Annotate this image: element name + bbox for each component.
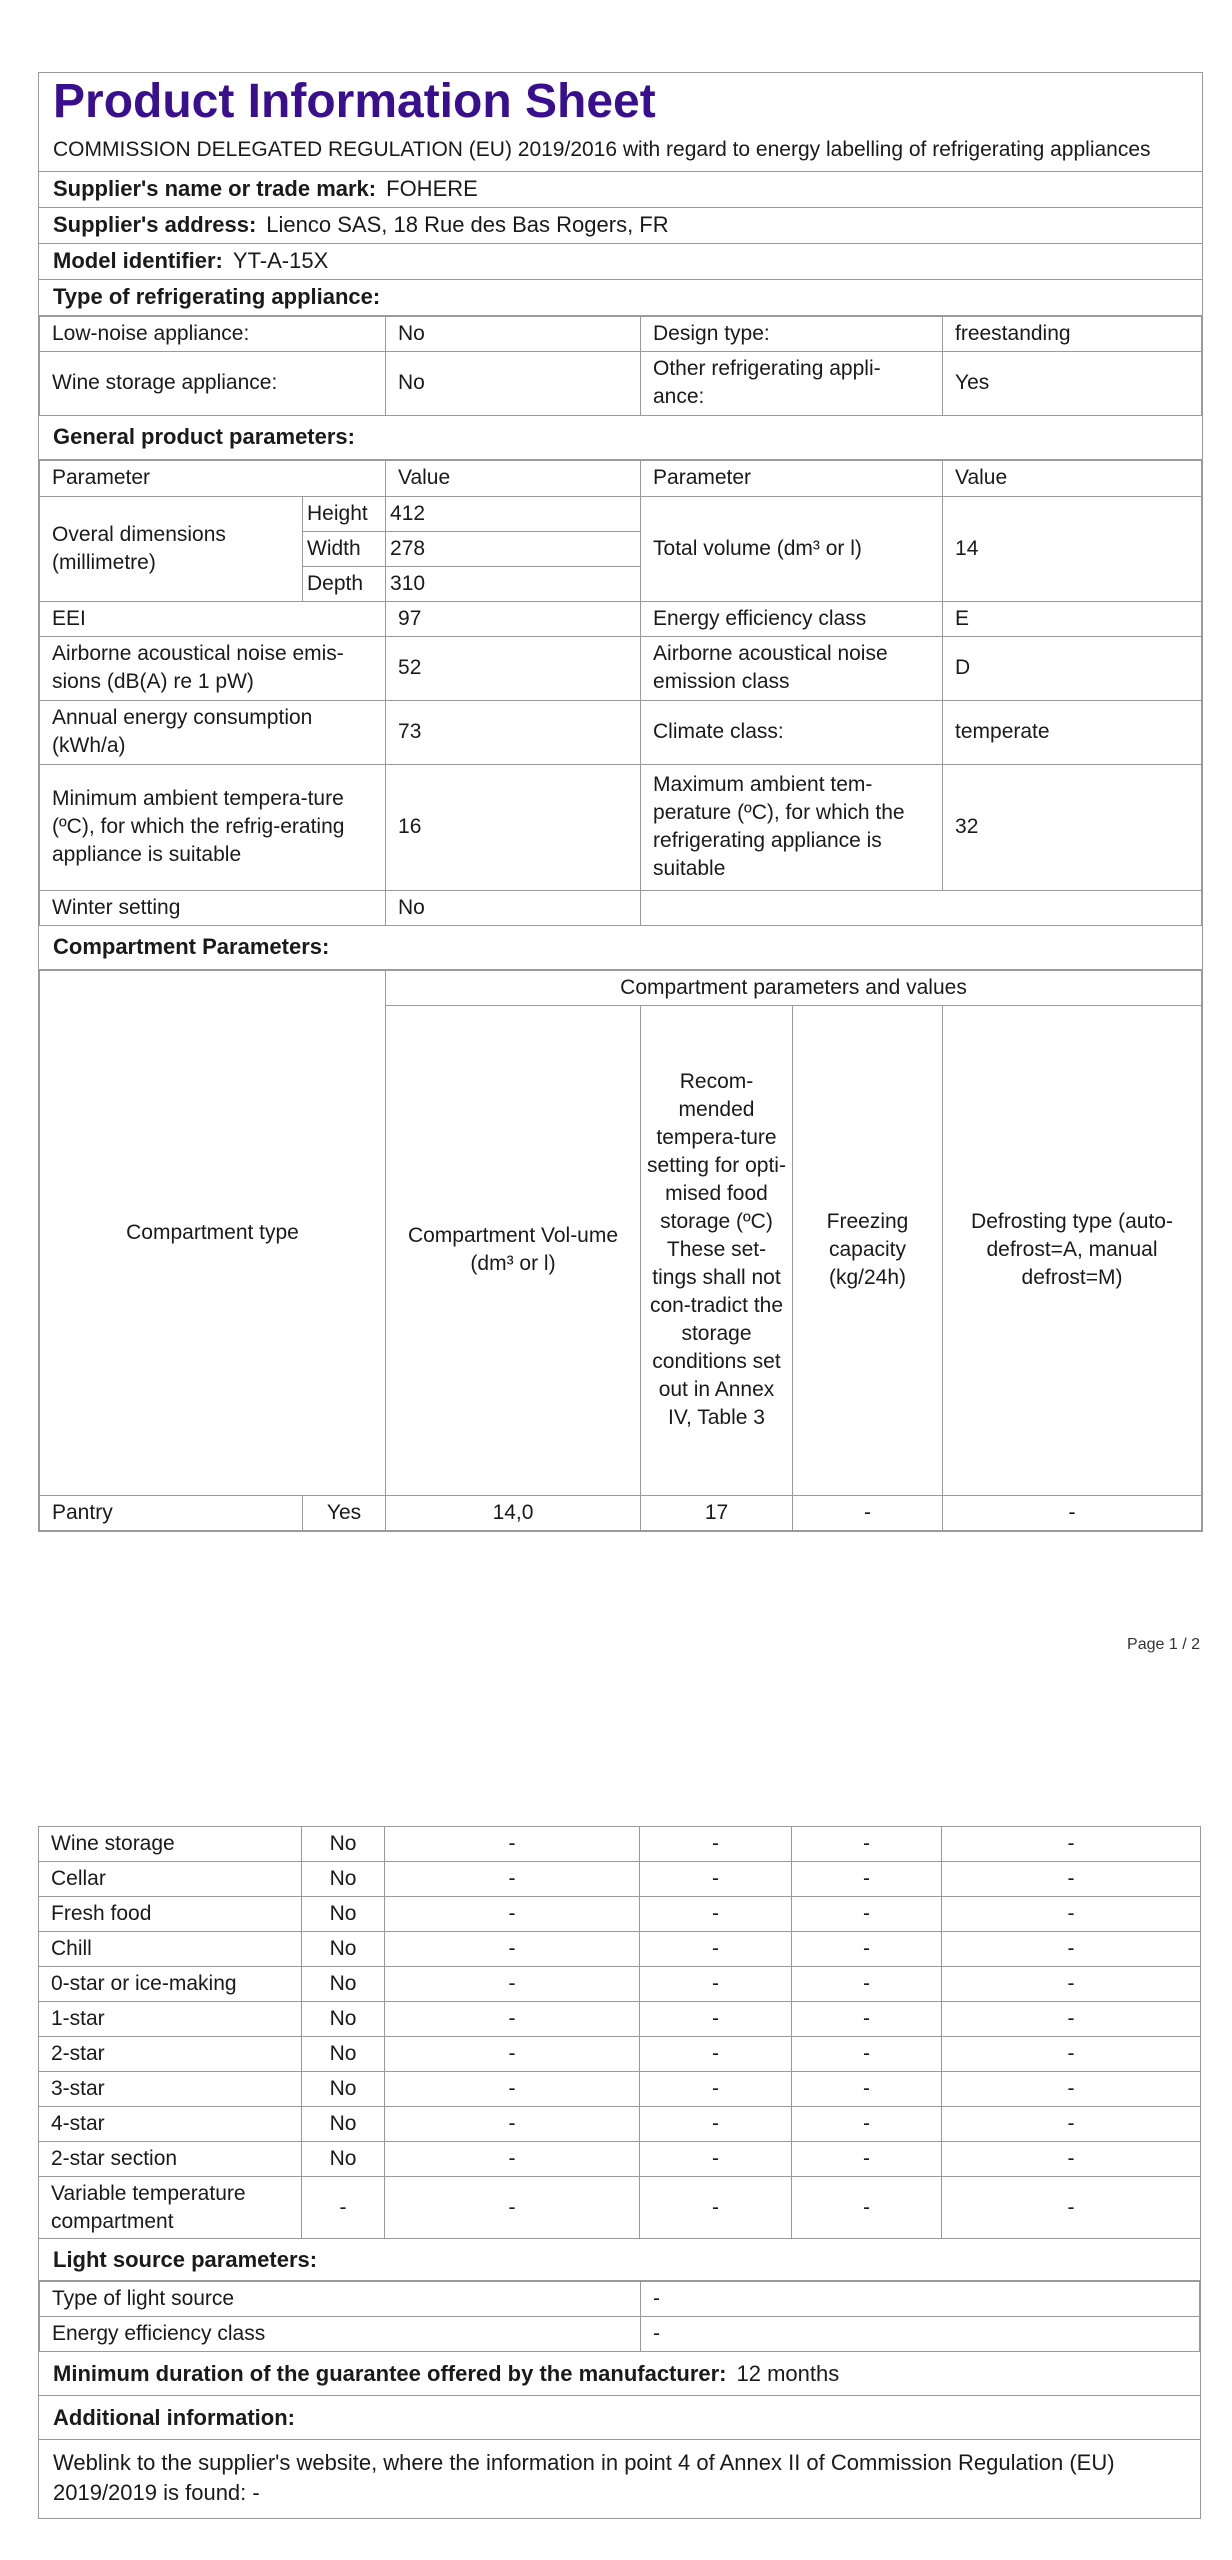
compartment-present: No xyxy=(302,2037,385,2072)
supplier-address-row xyxy=(39,208,1202,244)
compartment-freezing: - xyxy=(792,1932,942,1967)
light-class-label: Energy efficiency class xyxy=(40,2317,641,2352)
other-appliance-value: Yes xyxy=(943,351,1202,415)
compartment-name: Fresh food xyxy=(39,1897,302,1932)
guarantee-value: 12 months xyxy=(736,2360,840,2386)
compartment-present: No xyxy=(302,2072,385,2107)
compartment-defrost: - xyxy=(942,1932,1201,1967)
table-row xyxy=(39,1967,1201,2002)
compartment-defrost: - xyxy=(942,1862,1201,1897)
compartment-name: 4-star xyxy=(39,2107,302,2142)
energy-class-label: Energy efficiency class xyxy=(641,601,943,636)
col-value-right: Value xyxy=(943,460,1202,496)
page-number: Page 1 / 2 xyxy=(1127,1636,1200,1653)
model-label: Model identifier: xyxy=(53,248,223,274)
compartment-freezing: - xyxy=(792,2142,942,2177)
compartment-volume: - xyxy=(385,1897,640,1932)
compartment-volume: - xyxy=(385,2037,640,2072)
page-one xyxy=(38,72,1203,1532)
compartment-present: No xyxy=(302,1932,385,1967)
climate-class-value: temperate xyxy=(943,700,1202,764)
max-temp-label: Maximum ambient tem-perature (ºC), for which the refrigerating appliance is suitable xyxy=(641,764,943,890)
title-box xyxy=(39,73,1202,172)
height-label: Height xyxy=(303,496,386,531)
width-label: Width xyxy=(303,531,386,566)
wine-storage-value: No xyxy=(386,351,641,415)
compartment-defrost: - xyxy=(942,1897,1201,1932)
annual-energy-label: Annual energy consumption (kWh/a) xyxy=(40,700,386,764)
table-row xyxy=(39,1827,1201,1862)
compartment-defrost: - xyxy=(942,2107,1201,2142)
weblink-block xyxy=(39,2440,1200,2518)
compartment-freezing: - xyxy=(792,2177,942,2239)
annual-energy-value: 73 xyxy=(386,700,641,764)
compartment-temp: - xyxy=(640,2002,792,2037)
table-row xyxy=(39,1862,1201,1897)
col-recommended-temp: Recom-mended tempera-ture setting for opti-mised food storage (ºC) These set-tings shall not con-tradict the storage conditions set out in Annex IV, Table 3 xyxy=(641,1005,793,1495)
table-row xyxy=(39,2177,1201,2239)
supplier-name-label: Supplier's name or trade mark: xyxy=(53,176,377,202)
winter-setting-label: Winter setting xyxy=(40,890,386,925)
noise-class-label: Airborne acoustical noise emission class xyxy=(641,636,943,700)
compartment-defrost: - xyxy=(942,2177,1201,2239)
compartment-defrost: - xyxy=(942,2072,1201,2107)
guarantee-row xyxy=(39,2352,1200,2396)
depth-label: Depth xyxy=(303,566,386,601)
weblink-value: - xyxy=(252,2480,260,2505)
compartment-volume: 14,0 xyxy=(386,1495,641,1530)
compartment-temp: - xyxy=(640,2177,792,2239)
min-temp-value: 16 xyxy=(386,764,641,890)
depth-value: 310 xyxy=(386,566,641,601)
compartment-volume: - xyxy=(385,2177,640,2239)
table-row xyxy=(39,2107,1201,2142)
supplier-address-label: Supplier's address: xyxy=(53,212,257,238)
compartment-temp: - xyxy=(640,1932,792,1967)
winter-setting-value: No xyxy=(386,890,641,925)
compartment-temp: - xyxy=(640,1862,792,1897)
climate-class-label: Climate class: xyxy=(641,700,943,764)
noise-value: 52 xyxy=(386,636,641,700)
compartment-freezing: - xyxy=(792,2072,942,2107)
compartment-defrost: - xyxy=(942,2002,1201,2037)
compartment-name: Pantry xyxy=(40,1495,303,1530)
max-temp-value: 32 xyxy=(943,764,1202,890)
compartment-rows xyxy=(39,1827,1201,2239)
height-value: 412 xyxy=(386,496,641,531)
table-row xyxy=(39,2037,1201,2072)
compartment-freezing: - xyxy=(792,1897,942,1932)
compartment-name: Cellar xyxy=(39,1862,302,1897)
supplier-address-value: Lienco SAS, 18 Rue des Bas Rogers, FR xyxy=(266,212,669,238)
col-defrosting-type: Defrosting type (auto-defrost=A, manual defrost=M) xyxy=(943,1005,1202,1495)
page-two xyxy=(38,1826,1201,2519)
width-value: 278 xyxy=(386,531,641,566)
compartment-freezing: - xyxy=(792,2002,942,2037)
compartment-temp: - xyxy=(640,1967,792,2002)
compartment-present: No xyxy=(302,1967,385,2002)
other-appliance-label: Other refrigerating appli-ance: xyxy=(641,351,943,415)
compartment-freezing: - xyxy=(792,2107,942,2142)
weblink-text: Weblink to the supplier's website, where the information in point 4 of Annex II of Commission Regulation (EU) 2019/2019 is found: xyxy=(53,2450,1115,2505)
eei-label: EEI xyxy=(40,601,386,636)
table-row xyxy=(39,2072,1201,2107)
type-section-title: Type of refrigerating appliance: xyxy=(39,280,1202,316)
compartment-temp: - xyxy=(640,2107,792,2142)
table-row xyxy=(39,2142,1201,2177)
light-table xyxy=(39,2281,1200,2352)
compartment-present: No xyxy=(302,2142,385,2177)
compartment-volume: - xyxy=(385,2107,640,2142)
compartment-defrost: - xyxy=(942,2142,1201,2177)
compartment-volume: - xyxy=(385,2142,640,2177)
table-row xyxy=(39,1897,1201,1932)
compartment-table-continued xyxy=(38,1826,1201,2239)
compartment-name: 2-star section xyxy=(39,2142,302,2177)
compartment-name: 3-star xyxy=(39,2072,302,2107)
min-temp-label: Minimum ambient tempera-ture (ºC), for which the refrig-erating appliance is suitable xyxy=(40,764,386,890)
compartment-defrost: - xyxy=(942,1967,1201,2002)
compartment-name: 1-star xyxy=(39,2002,302,2037)
compartment-name: Variable temperature compartment xyxy=(39,2177,302,2239)
compartment-present: No xyxy=(302,1897,385,1932)
compartment-freezing: - xyxy=(792,1967,942,2002)
additional-section-title: Additional information: xyxy=(39,2396,1200,2440)
col-compartment-volume: Compartment Vol-ume (dm³ or l) xyxy=(386,1005,641,1495)
compartment-name: Wine storage xyxy=(39,1827,302,1862)
wine-storage-label: Wine storage appliance: xyxy=(40,351,386,415)
light-class-value: - xyxy=(641,2317,1200,2352)
low-noise-label: Low-noise appliance: xyxy=(40,316,386,351)
low-noise-value: No xyxy=(386,316,641,351)
type-table xyxy=(39,316,1202,416)
compartment-freezing: - xyxy=(792,1827,942,1862)
table-row xyxy=(39,1932,1201,1967)
compartment-group-header: Compartment parameters and values xyxy=(386,970,1202,1005)
total-volume-value: 14 xyxy=(943,496,1202,601)
supplier-name-value: FOHERE xyxy=(386,176,478,202)
design-type-label: Design type: xyxy=(641,316,943,351)
compartment-volume: - xyxy=(385,2072,640,2107)
compartment-present: No xyxy=(302,2107,385,2142)
light-section-title: Light source parameters: xyxy=(39,2239,1200,2281)
eei-value: 97 xyxy=(386,601,641,636)
compartment-present: - xyxy=(302,2177,385,2239)
compartment-temp: - xyxy=(640,2037,792,2072)
compartment-volume: - xyxy=(385,2002,640,2037)
col-parameter: Parameter xyxy=(40,460,386,496)
col-compartment-type: Compartment type xyxy=(40,970,386,1495)
compartment-section-title: Compartment Parameters: xyxy=(39,926,1202,970)
col-parameter-right: Parameter xyxy=(641,460,943,496)
noise-class-value: D xyxy=(943,636,1202,700)
compartment-temp: - xyxy=(640,2142,792,2177)
compartment-volume: - xyxy=(385,1862,640,1897)
compartment-present: No xyxy=(302,1862,385,1897)
energy-class-value: E xyxy=(943,601,1202,636)
guarantee-label: Minimum duration of the guarantee offered by the manufacturer: xyxy=(53,2360,727,2386)
dimensions-label: Overal dimensions (millimetre) xyxy=(40,496,303,601)
compartment-temp: - xyxy=(640,1897,792,1932)
compartment-present: Yes xyxy=(303,1495,386,1530)
compartment-table xyxy=(39,970,1202,1531)
compartment-temp: 17 xyxy=(641,1495,793,1530)
compartment-temp: - xyxy=(640,2072,792,2107)
col-freezing-capacity: Freezing capacity (kg/24h) xyxy=(793,1005,943,1495)
col-value: Value xyxy=(386,460,641,496)
light-type-label: Type of light source xyxy=(40,2282,641,2317)
compartment-freezing: - xyxy=(792,2037,942,2072)
compartment-name: 0-star or ice-making xyxy=(39,1967,302,2002)
table-row xyxy=(39,2002,1201,2037)
model-value: YT-A-15X xyxy=(232,248,329,274)
design-type-value: freestanding xyxy=(943,316,1202,351)
bottom-frame xyxy=(38,2239,1201,2519)
page-title: Product Information Sheet xyxy=(53,75,656,128)
compartment-volume: - xyxy=(385,1827,640,1862)
total-volume-label: Total volume (dm³ or l) xyxy=(641,496,943,601)
general-section-title: General product parameters: xyxy=(39,416,1202,460)
noise-label: Airborne acoustical noise emis-sions (dB(A) re 1 pW) xyxy=(40,636,386,700)
compartment-defrost: - xyxy=(943,1495,1202,1530)
compartment-freezing: - xyxy=(792,1862,942,1897)
compartment-volume: - xyxy=(385,1967,640,2002)
table-row xyxy=(40,1495,1202,1530)
compartment-freezing: - xyxy=(793,1495,943,1530)
supplier-name-row xyxy=(39,172,1202,208)
model-row xyxy=(39,244,1202,280)
empty-cell xyxy=(641,890,1202,925)
compartment-name: 2-star xyxy=(39,2037,302,2072)
compartment-defrost: - xyxy=(942,2037,1201,2072)
general-parameters-table xyxy=(39,460,1202,926)
compartment-temp: - xyxy=(640,1827,792,1862)
regulation-text: COMMISSION DELEGATED REGULATION (EU) 2019/2016 with regard to energy labelling of refrigerating appliances xyxy=(53,137,1151,161)
compartment-present: No xyxy=(302,1827,385,1862)
compartment-volume: - xyxy=(385,1932,640,1967)
light-type-value: - xyxy=(641,2282,1200,2317)
compartment-present: No xyxy=(302,2002,385,2037)
compartment-defrost: - xyxy=(942,1827,1201,1862)
compartment-name: Chill xyxy=(39,1932,302,1967)
